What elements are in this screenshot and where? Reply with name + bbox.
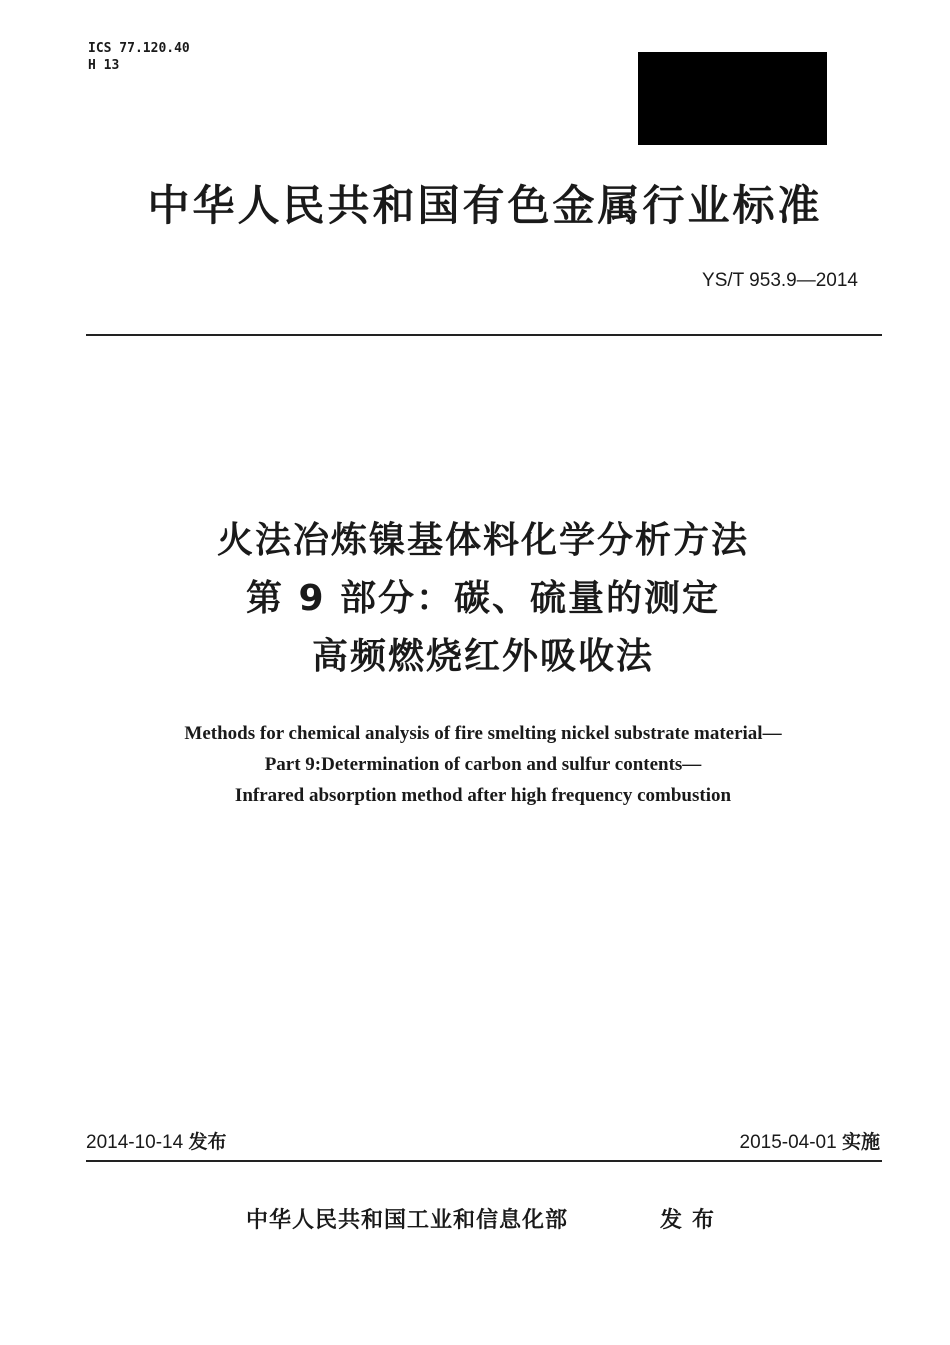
- chinese-title-line-1: 火法冶炼镍基体料化学分析方法: [216, 520, 749, 561]
- classification-codes: [88, 40, 190, 74]
- issuing-action: 发布: [660, 1208, 725, 1233]
- ccs-code: H 13: [88, 58, 120, 73]
- chinese-title: [60, 512, 906, 686]
- english-title-line-3: Infrared absorption method after high frequency combustion: [234, 785, 732, 806]
- issue-date-label: 发布: [188, 1131, 227, 1153]
- english-title-line-2: Part 9:Determination of carbon and sulfur contents—: [264, 754, 702, 775]
- redaction-block: [638, 52, 827, 145]
- issuing-authority: 中华人民共和国工业和信息化部: [246, 1208, 569, 1233]
- top-divider: [86, 334, 882, 336]
- english-title: [60, 718, 906, 811]
- standard-number: YS/T 953.9—2014: [702, 270, 858, 291]
- chinese-title-line-2: 第 9 部分：碳、硫量的测定: [245, 578, 721, 619]
- chinese-title-line-3: 高频燃烧红外吸收法: [311, 636, 654, 677]
- standard-category-title: 中华人民共和国有色金属行业标准: [147, 181, 823, 230]
- english-title-line-1: Methods for chemical analysis of fire smelting nickel substrate material—: [184, 723, 782, 744]
- implementation-date-value: 2015-04-01: [739, 1132, 837, 1153]
- ics-code: ICS 77.120.40: [88, 41, 190, 56]
- bottom-divider: [86, 1160, 882, 1162]
- implementation-date: [740, 1130, 881, 1155]
- implementation-date-label: 实施: [841, 1131, 880, 1153]
- issue-date-value: 2014-10-14: [86, 1132, 184, 1153]
- issue-date: [86, 1130, 227, 1155]
